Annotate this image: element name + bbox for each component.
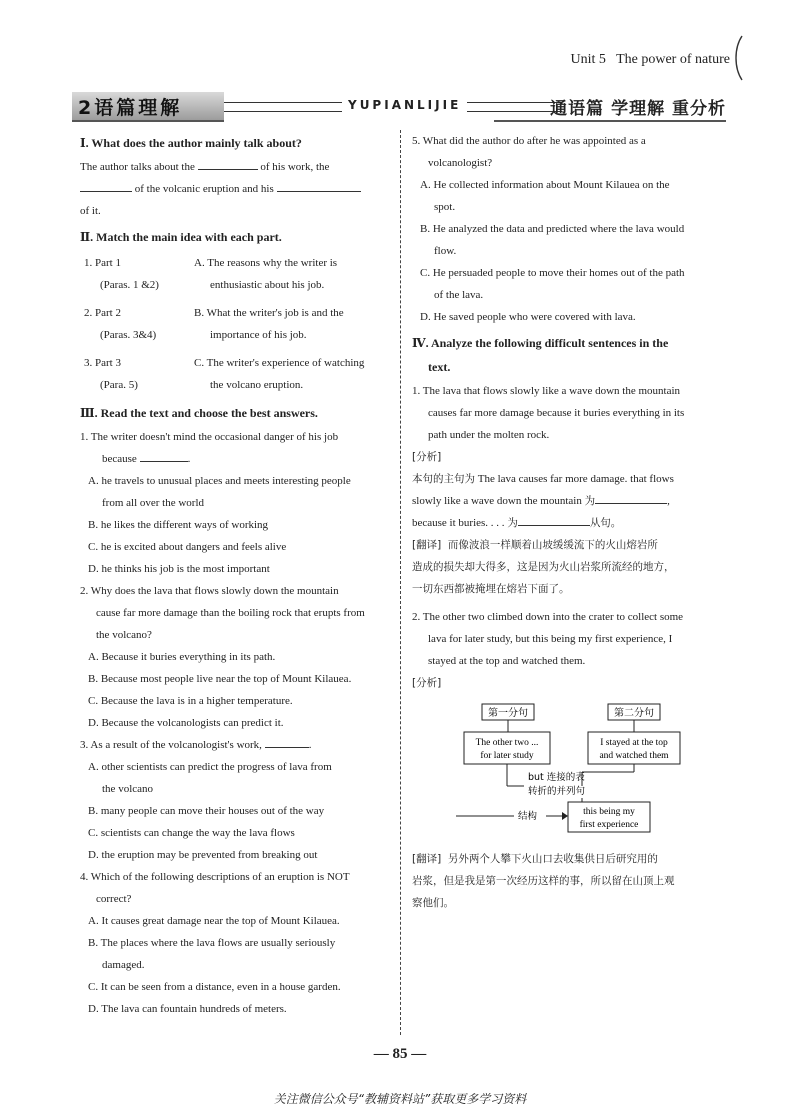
section1-line1: The author talks about the of his work, the	[80, 156, 390, 178]
section3-title: Ⅲ. Read the text and choose the best answers.	[80, 406, 318, 420]
section2-title: Ⅱ. Match the main idea with each part.	[80, 230, 282, 244]
q5-option-c[interactable]: C. He persuaded people to move their homes out of the path	[420, 267, 685, 279]
analysis-1-line1: 本句的主句为 The lava causes far more damage. that flows	[412, 473, 674, 485]
match-table	[84, 252, 390, 396]
match-part-1: 1. Part 1 (Paras. 1 &2)	[84, 257, 159, 291]
banner-slogan: 通语篇 学理解 重分析	[494, 92, 726, 122]
q1-option-d[interactable]: D. he thinks his job is the most important	[88, 563, 270, 575]
clause2-line2: and watched them	[599, 751, 669, 761]
q3-option-d[interactable]: D. the eruption may be prevented from breaking out	[88, 849, 318, 861]
match-idea-c: C. The writer's experience of watching the volcano eruption.	[194, 357, 365, 391]
translation-1-line3: 一切东西都被掩埋在熔岩下面了。	[412, 583, 570, 595]
question-1: 1. The writer doesn't mind the occasional danger of his job because . A. he travels to unusual places and meets interesting people from all over the world B. he likes the different ways of working C. he is excited about dangers and feels alive D. he thinks his job is the most important	[80, 426, 390, 580]
structure-label: 结构	[518, 811, 538, 822]
section4-title: Ⅳ. Analyze the following difficult sentences in the	[412, 336, 669, 350]
header-curve-decoration	[730, 34, 750, 82]
section1-title: Ⅰ. What does the author mainly talk about?	[80, 136, 302, 150]
section1-line3: of it.	[80, 205, 101, 217]
banner-pinyin: YUPIANLIJIE	[342, 98, 467, 112]
q4-option-a[interactable]: A. It causes great damage near the top of Mount Kilauea.	[88, 915, 340, 927]
left-column	[80, 130, 390, 1020]
translation-2-line2: 岩浆，但是我是第一次经历这样的事，所以留在山顶上观	[412, 875, 675, 887]
q4-option-d[interactable]: D. The lava can fountain hundreds of meters.	[88, 1003, 287, 1015]
q5-option-a[interactable]: A. He collected information about Mount Kilauea on the	[420, 179, 670, 191]
q3-blank[interactable]	[265, 735, 309, 748]
q2-option-b[interactable]: B. Because most people live near the top of Mount Kilauea.	[88, 673, 352, 685]
analysis-blank-2[interactable]	[518, 513, 590, 526]
analysis-tag-1: [分析]	[412, 451, 442, 463]
sentence-structure-diagram	[412, 700, 726, 836]
sentence-2: 2. The other two climbed down into the crater to collect some lava for later study, but this being my first experience, I stayed at the top and watched them. [分析] 第一分句 第二分句 The other two ... for later study I stayed at the top and watched them but 连接的表 转折的并列句 结构 this being my first experience [翻译] 另外两个人攀下火山口去收集供日后研究用的 岩浆，但是我是第一次经历这样的事，所以留在山顶上观 察他们。	[412, 606, 726, 914]
question-5: 5. What did the author do after he was appointed as a volcanologist? A. He collected information about Mount Kilauea on the spot. B. He analyzed the data and predicted where the lava would flow. C. He persuaded people to move their homes out of the path of the lava. D. He saved people who were covered with lava.	[412, 130, 726, 328]
connector-line1: but 连接的表	[528, 772, 585, 783]
unit-topic: The power of nature	[616, 52, 730, 67]
translation-2-line3: 察他们。	[412, 897, 454, 909]
section4-title-cont: text.	[428, 360, 451, 374]
running-header	[570, 52, 730, 68]
q1-option-c[interactable]: C. he is excited about dangers and feels alive	[88, 541, 287, 553]
banner-title: 2语篇理解	[72, 92, 224, 122]
q2-option-d[interactable]: D. Because the volcanologists can predict it.	[88, 717, 284, 729]
clause2-line1: I stayed at the top	[600, 738, 668, 748]
q2-option-c[interactable]: C. Because the lava is in a higher temperature.	[88, 695, 293, 707]
match-part-3: 3. Part 3 (Para. 5)	[84, 357, 138, 391]
right-column	[412, 130, 726, 914]
clause1-label: 第一分句	[488, 708, 528, 719]
footer-note: 关注微信公众号“教辅资料站”获取更多学习资料	[273, 1092, 527, 1106]
section-banner	[72, 92, 726, 122]
question-4: 4. Which of the following descriptions of an eruption is NOT correct? A. It causes great damage near the top of Mount Kilauea. B. The places where the lava flows are usually seriously damaged. C. It can be seen from a distance, even in a house garden. D. The lava can fountain hundreds of meters.	[80, 866, 390, 1020]
analysis-blank-1[interactable]	[595, 491, 667, 504]
q1-option-b[interactable]: B. he likes the different ways of working	[88, 519, 269, 531]
translation-2-line1: [翻译] 另外两个人攀下火山口去收集供日后研究用的	[412, 853, 658, 865]
column-divider	[400, 130, 401, 1035]
q1-blank[interactable]	[140, 449, 188, 462]
section1-line2: of the volcanic eruption and his	[80, 178, 390, 200]
q3-option-a[interactable]: A. other scientists can predict the progress of lava from	[88, 761, 332, 773]
clause1-line1: The other two ...	[475, 738, 539, 748]
clause1-line2: for later study	[480, 751, 534, 761]
blank-1[interactable]	[198, 157, 258, 170]
analysis-1-line2: slowly like a wave down the mountain 为 ,	[412, 490, 726, 512]
unit-label: Unit 5	[570, 52, 606, 67]
match-idea-a: A. The reasons why the writer is enthusiastic about his job.	[194, 257, 338, 291]
translation-1-line2: 造成的损失却大得多，这是因为火山岩浆所流经的地方，	[412, 561, 675, 573]
match-part-2: 2. Part 2 (Paras. 3&4)	[84, 307, 157, 341]
q2-option-a[interactable]: A. Because it buries everything in its path.	[88, 651, 276, 663]
translation-1-line1: [翻译] 而像波浪一样顺着山坡缓缓流下的火山熔岩所	[412, 539, 658, 551]
q5-option-d[interactable]: D. He saved people who were covered with lava.	[420, 311, 636, 323]
structure-line1: this being my	[583, 807, 635, 817]
question-3: 3. As a result of the volcanologist's work, . A. other scientists can predict the progress of lava from the volcano B. many people can move their houses out of the way C. scientists can change the way the lava flows D. the eruption may be prevented from breaking out	[80, 734, 390, 866]
match-idea-b: B. What the writer's job is and the importance of his job.	[194, 307, 344, 341]
analysis-tag-2: [分析]	[412, 677, 442, 689]
sentence-1: 1. The lava that flows slowly like a wave down the mountain causes far more damage because it buries everything in its path under the molten rock. [分析] 本句的主句为 The lava causes far more damage. that flows slowly like a wave down the mountain 为 , because it buries. . . . 为 从句。 [翻译] 而像波浪一样顺着山坡缓缓流下的火山熔岩所 造成的损失却大得多，这是因为火山岩浆所流经的地方， 一切东西都被掩埋在熔岩下面了。	[412, 380, 726, 600]
q5-option-b[interactable]: B. He analyzed the data and predicted where the lava would	[420, 223, 685, 235]
analysis-1-line3: because it buries. . . . 为 从句。	[412, 512, 726, 534]
q3-option-b[interactable]: B. many people can move their houses out of the way	[88, 805, 325, 817]
page-number: — 85 —	[373, 1046, 427, 1062]
q4-option-b[interactable]: B. The places where the lava flows are usually seriously	[88, 937, 336, 949]
structure-line2: first experience	[579, 820, 639, 830]
q4-option-c[interactable]: C. It can be seen from a distance, even in a house garden.	[88, 981, 341, 993]
connector-line2: 转折的并列句	[528, 786, 586, 797]
blank-3[interactable]	[277, 179, 361, 192]
question-2: 2. Why does the lava that flows slowly down the mountain cause far more damage than the boiling rock that erupts from the volcano? A. Because it buries everything in its path. B. Because most people live near the top of Mount Kilauea. C. Because the lava is in a higher temperature. D. Because the volcanologists can predict it.	[80, 580, 390, 734]
q3-option-c[interactable]: C. scientists can change the way the lava flows	[88, 827, 295, 839]
q1-option-a[interactable]: A. he travels to unusual places and meets interesting people	[88, 475, 351, 487]
clause2-label: 第二分句	[614, 708, 654, 719]
blank-2[interactable]	[80, 179, 132, 192]
